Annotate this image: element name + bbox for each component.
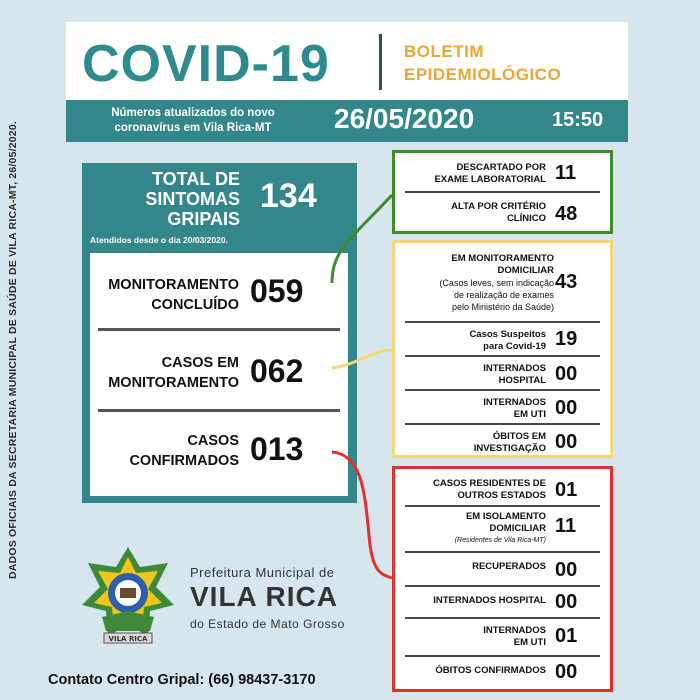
recovered-row: [395, 557, 610, 587]
home-monitoring-row: [395, 251, 610, 321]
label-line: INTERNADOS: [483, 625, 546, 636]
label-desc: (Casos leves, sem indicação: [439, 278, 554, 288]
label-line: EM ISOLAMENTO: [465, 511, 546, 522]
boletim-title: [404, 40, 561, 86]
deaths-investigation-row: [395, 429, 610, 459]
monitoring-done-label: [94, 275, 239, 315]
label-line: HOSPITAL: [498, 375, 546, 386]
isolation-value: 11: [555, 515, 577, 537]
city-crest-icon: [78, 545, 178, 650]
divider: [405, 321, 600, 323]
clinical-discharge-row: [395, 197, 610, 227]
label-note: (Residentes de Vila Rica-MT): [454, 537, 546, 544]
recovered-value: 00: [555, 559, 578, 581]
other-states-value: 01: [555, 479, 578, 501]
label-line: ALTA POR CRITÉRIO: [451, 201, 546, 212]
label-line: CASOS EM: [161, 355, 239, 371]
confirmed-row: [90, 425, 348, 495]
label-line: CLÍNICO: [506, 213, 546, 224]
uti-confirmed-value: 01: [555, 625, 578, 647]
label-line: para Covid-19: [483, 341, 546, 352]
hospital-row: [395, 361, 610, 391]
in-monitoring-row: [90, 345, 348, 415]
suspect-row: [395, 327, 610, 357]
recovered-label: RECUPERADOS: [472, 561, 546, 572]
deaths-investigation-label: [474, 431, 546, 455]
deaths-confirmed-value: 00: [555, 661, 578, 683]
label-line: Casos Suspeitos: [469, 329, 546, 340]
isolation-label: [455, 511, 546, 547]
total-label-line3: GRIPAIS: [167, 209, 240, 229]
boletim-line2: EPIDEMIOLÓGICO: [404, 65, 562, 84]
label-line: INTERNADOS: [483, 397, 546, 408]
report-date: 26/05/2020: [334, 103, 475, 134]
label-line: MONITORAMENTO: [108, 375, 239, 391]
home-monitoring-label: [439, 253, 554, 313]
in-monitoring-label: [94, 353, 239, 393]
since-note: Atendidos desde o dia 20/03/2020.: [90, 235, 228, 245]
uti-confirmed-label: [483, 625, 546, 649]
label-line: OUTROS ESTADOS: [457, 490, 546, 501]
clinical-discharge-value: 48: [555, 203, 578, 225]
divider: [405, 191, 600, 193]
label-line: EM MONITORAMENTO: [451, 253, 554, 264]
discharged-box: [392, 150, 613, 234]
total-label: [122, 169, 240, 229]
divider: [98, 328, 340, 331]
total-section: [82, 163, 357, 249]
total-label-line1: TOTAL DE: [151, 169, 240, 189]
suspect-value: 19: [555, 328, 578, 350]
label-line: EXAME LABORATORIAL: [434, 174, 546, 185]
total-value: 134: [260, 177, 317, 215]
confirmed-label: [94, 431, 239, 471]
label-line: MONITORAMENTO: [108, 277, 239, 293]
label-line: EM UTI: [513, 637, 546, 648]
header-bar: [66, 100, 628, 142]
label-line: DOMICILIAR: [497, 265, 554, 276]
municipality-logo: [78, 545, 378, 655]
page-title: COVID-19: [82, 35, 330, 93]
prefecture-line1: Prefeitura Municipal de: [190, 565, 335, 580]
isolation-row: [395, 509, 610, 551]
summary-panel: [82, 163, 357, 503]
home-monitoring-value: 43: [555, 271, 578, 293]
label-line: INTERNADOS: [483, 363, 546, 374]
monitoring-done-row: [90, 267, 348, 337]
label-line: DOMICILIAR: [489, 523, 546, 534]
discarded-value: 11: [555, 162, 577, 184]
header: [66, 22, 628, 142]
divider: [405, 551, 600, 553]
header-subtitle: [88, 106, 298, 136]
monitoring-done-value: 059: [250, 273, 304, 309]
label-desc: de realização de exames: [453, 290, 554, 300]
hospital-value: 00: [555, 363, 578, 385]
deaths-confirmed-label: ÓBITOS CONFIRMADOS: [435, 665, 546, 676]
monitoring-box: [392, 240, 613, 458]
title-divider: [379, 34, 382, 90]
hospital-confirmed-row: [395, 589, 610, 619]
boletim-line1: BOLETIM: [404, 42, 484, 61]
confirmed-value: 013: [250, 431, 304, 467]
divider: [98, 409, 340, 412]
hospital-confirmed-value: 00: [555, 591, 578, 613]
suspect-label: [469, 329, 546, 353]
label-line: DESCARTADO POR: [456, 162, 546, 173]
deaths-investigation-value: 00: [555, 431, 578, 453]
discarded-row: [395, 159, 610, 189]
in-monitoring-value: 062: [250, 353, 304, 389]
divider: [405, 355, 600, 357]
other-states-row: [395, 475, 610, 505]
prefecture-state: do Estado de Mato Grosso: [190, 617, 345, 631]
divider: [405, 617, 600, 619]
label-desc: pelo Ministério da Saúde): [451, 302, 554, 312]
divider: [405, 389, 600, 391]
subtitle-line1: Números atualizados do novo: [111, 107, 275, 119]
side-vertical-text: [4, 0, 22, 700]
label-line: CONFIRMADOS: [129, 453, 239, 469]
label-line: EM UTI: [513, 409, 546, 420]
discarded-label: [434, 162, 546, 186]
hospital-label: [483, 363, 546, 387]
total-label-line2: SINTOMAS: [145, 189, 240, 209]
uti-confirmed-row: [395, 623, 610, 653]
crest-label: VILA RICA: [108, 635, 148, 643]
uti-row: [395, 395, 610, 425]
other-states-label: [433, 478, 546, 502]
divider: [405, 505, 600, 507]
hospital-confirmed-label: INTERNADOS HOSPITAL: [433, 595, 546, 606]
label-line: INVESTIGAÇÃO: [473, 443, 546, 454]
contact-info: Contato Centro Gripal: (66) 98437-3170: [48, 672, 316, 688]
label-line: ÓBITOS EM: [492, 431, 546, 442]
uti-label: [483, 397, 546, 421]
prefecture-name: VILA RICA: [190, 581, 338, 612]
report-time: 15:50: [552, 109, 604, 131]
deaths-confirmed-row: [395, 661, 610, 689]
divider: [405, 585, 600, 587]
label-line: CASOS: [187, 433, 239, 449]
divider: [405, 655, 600, 657]
confirmed-box: [392, 466, 613, 692]
subtitle-line2: coronavírus em Vila Rica-MT: [114, 122, 272, 134]
summary-card: [90, 253, 348, 496]
label-line: CASOS RESIDENTES DE: [433, 478, 546, 489]
clinical-discharge-label: [451, 201, 546, 225]
divider: [405, 423, 600, 425]
label-line: CONCLUÍDO: [151, 297, 239, 313]
official-data-note: DADOS OFICIAIS DA SECRETARIA MUNICIPAL DE SAÚDE DE VILA RICA-MT, 26/05/2020.: [7, 120, 20, 580]
uti-value: 00: [555, 397, 578, 419]
